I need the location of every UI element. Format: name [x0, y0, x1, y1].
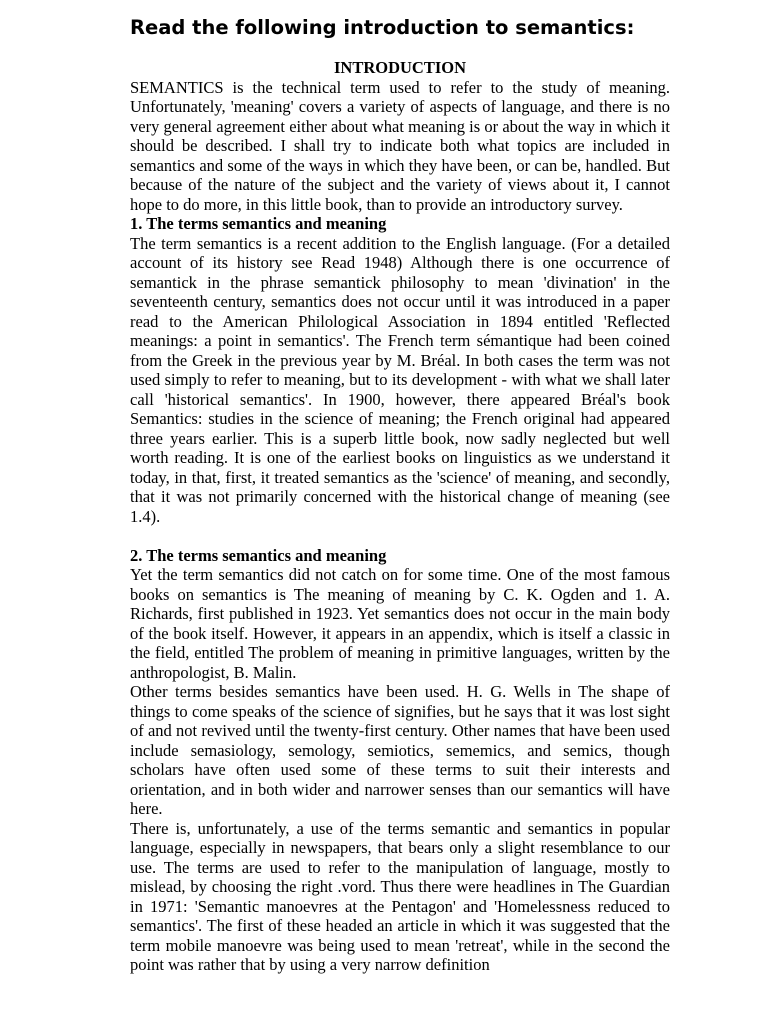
introduction-paragraph: SEMANTICS is the technical term used to refer to the study of meaning. Unfortunately, 'meaning' covers a variety of aspects of language, and there is no very general agreement either about what meaning is or about the way in which it should be described. I shall try to indicate both what topics are included in semantics and some of the ways in which they have been, or can be, handled. But because of the nature of the subject and the variety of views about it, I cannot hope to do more, in this little book, than to provide an introductory survey. [130, 77, 670, 214]
paragraph-spacer [130, 526, 670, 546]
section-2-paragraph-2: Other terms besides semantics have been used. H. G. Wells in The shape of things to come speaks of the science of signifies, but he says that it was lost sight of and not revived until the twenty-first century. Other names that have been used include semasiology, semology, semiotics, sememics, and semics, though scholars have often used some of these terms to suit their interests and orientation, and in both wider and narrower senses than our semantics will have here. [130, 682, 670, 818]
introduction-title: INTRODUCTION [333, 58, 467, 77]
page-heading: Read the following introduction to semantics: [130, 16, 635, 39]
section-1-title: 1. The terms semantics and meaning [130, 214, 387, 233]
section-1-paragraph: The term semantics is a recent addition to the English language. (For a detailed account of its history see Read 1948) Although there is one occurrence of semantick in the phrase semantick philosophy to mean 'divination' in the seventeenth century, semantics does not occur until it was introduced in a paper read to the American Philological Association in 1894 entitled 'Reflected meanings: a point in semantics'. The French term sémantique had been coined from the Greek in the previous year by M. Bréal. In both cases the term was not used simply to refer to meaning, but to its development - with what we shall later call 'historical semantics'. In 1900, however, there appeared Bréal's book Semantics: studies in the science of meaning; the French original had appeared three years earlier. This is a superb little book, now sadly neglected but well worth reading. It is one of the earliest books on linguistics as we understand it today, in that, first, it treated semantics as the 'science' of meaning, and secondly, that it was not primarily concerned with the historical change of meaning (see 1.4). [130, 233, 670, 526]
section-2-paragraph-3: There is, unfortunately, a use of the terms semantic and semantics in popular language, especially in newspapers, that bears only a slight resemblance to our use. The terms are used to refer to the manipulation of language, mostly to mislead, by choosing the right .vord. Thus there were headlines in The Guardian in 1971: 'Semantic manoevres at the Pentagon' and 'Homelessness reduced to semantics'. The first of these headed an article in which it was suggested that the term mobile manoevre was being used to mean 'retreat', while in the second the point was rather that by using a very narrow definition [130, 818, 670, 974]
section-2-title: 2. The terms semantics and meaning [130, 545, 387, 565]
section-2-paragraph-1: Yet the term semantics did not catch on for some time. One of the most famous books on semantics is The meaning of meaning by C. K. Ogden and 1. A. Richards, first published in 1923. Yet semantics does not occur in the main body of the book itself. However, it appears in an appendix, which is itself a classic in the field, entitled The problem of meaning in primitive languages, written by the anthropologist, B. Malin. [130, 565, 670, 682]
